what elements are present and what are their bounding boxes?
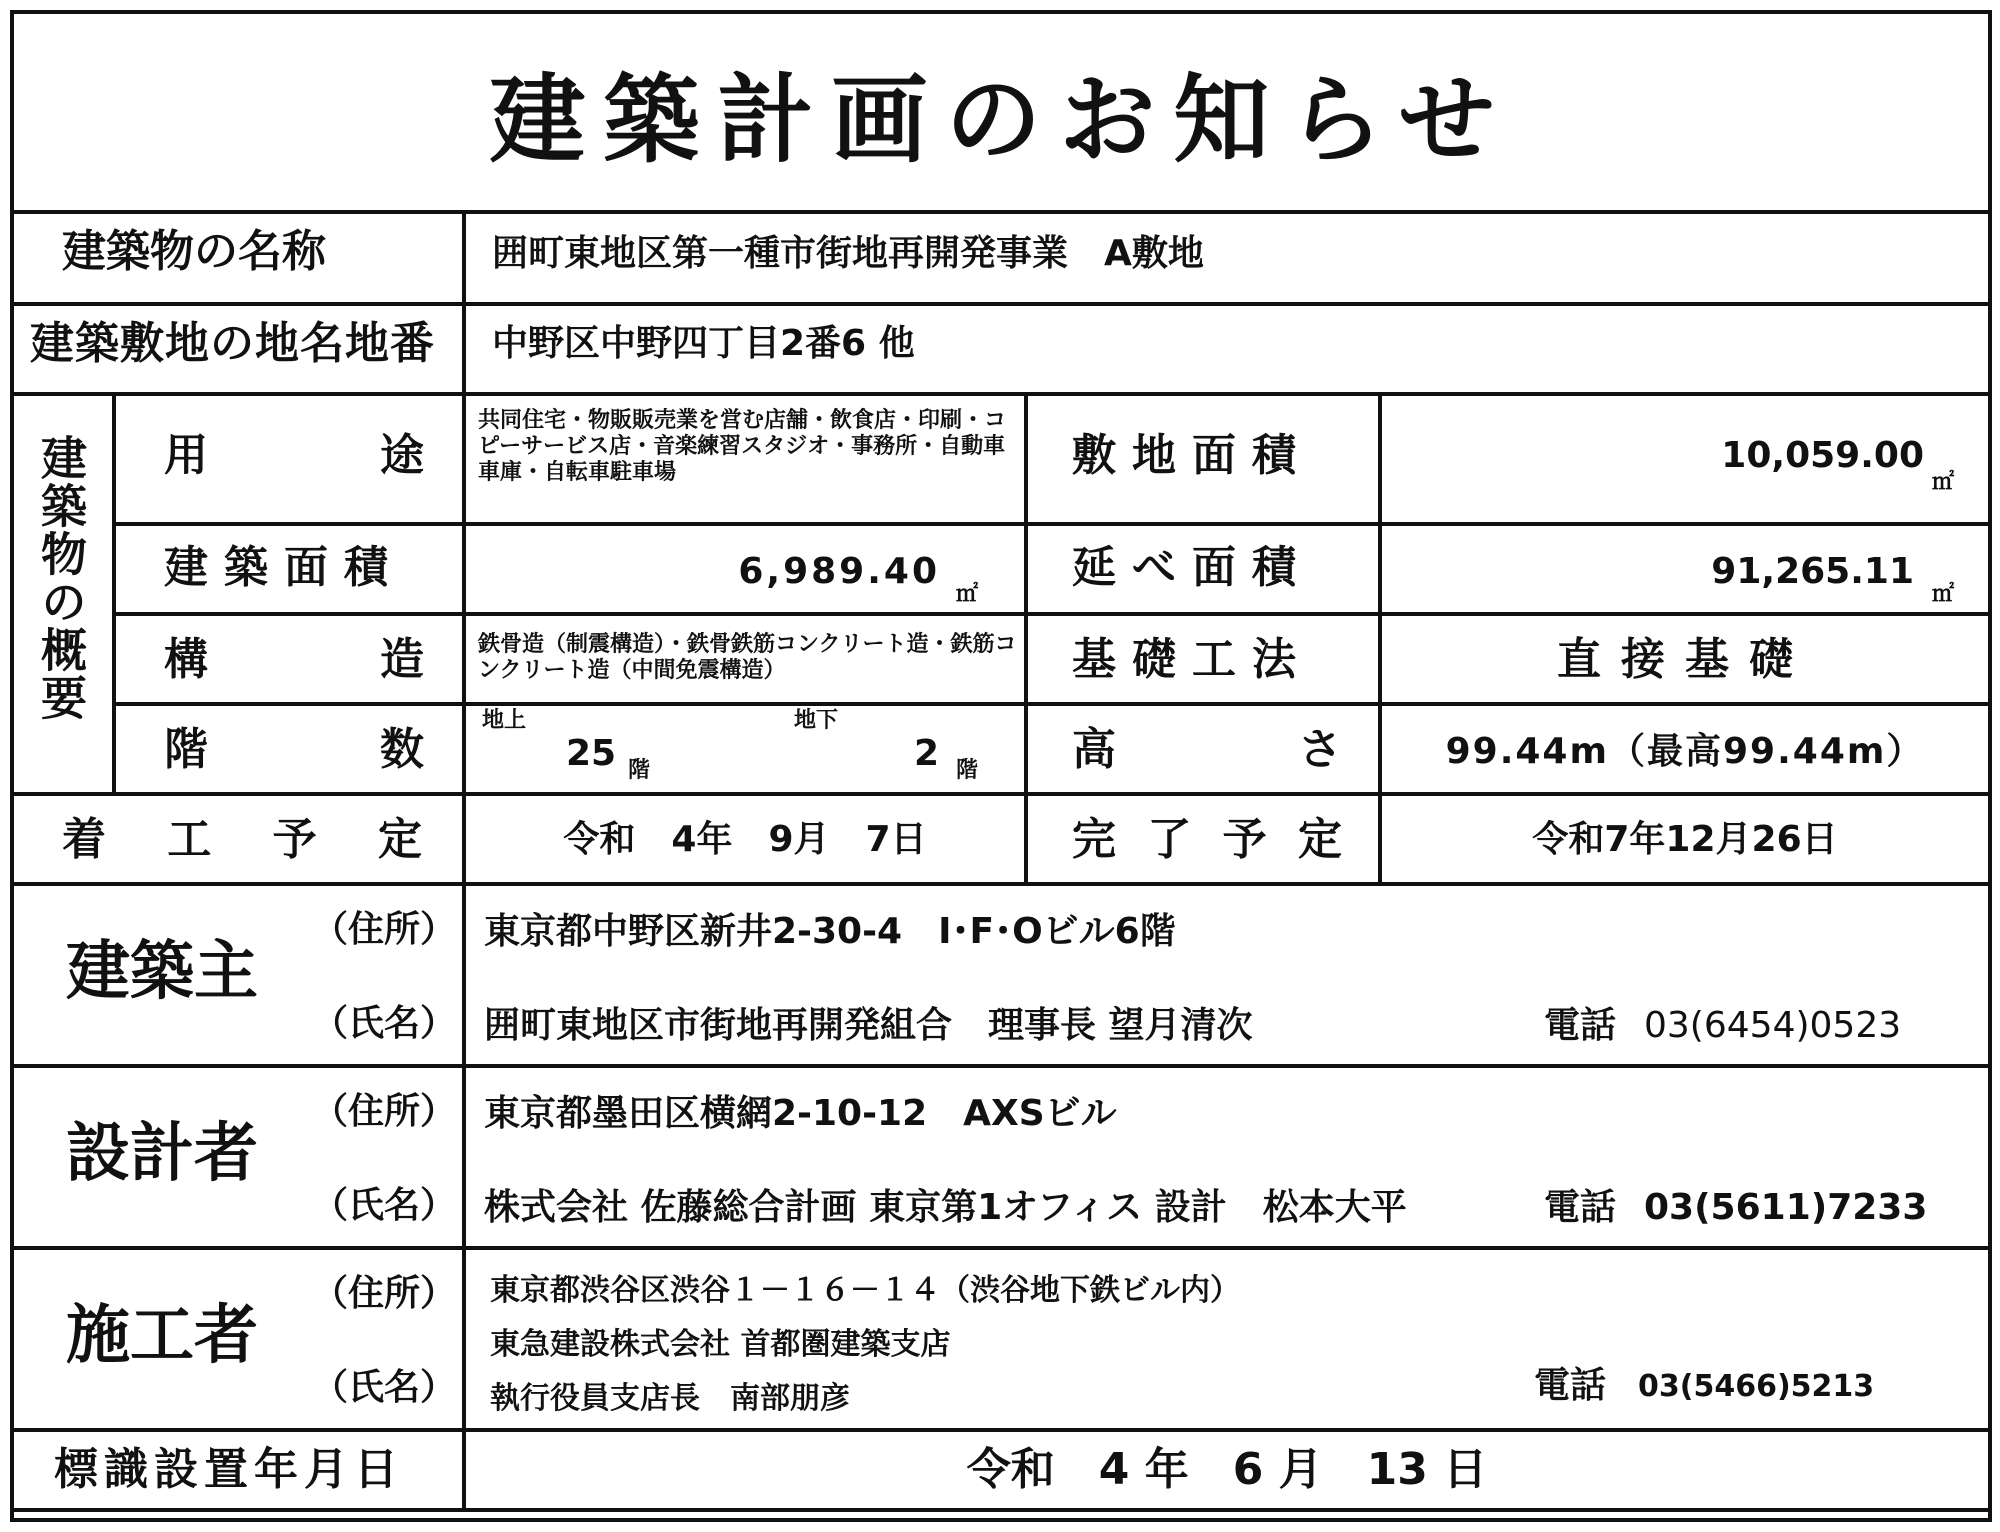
divider (112, 702, 1988, 706)
building-name-label: 建築物の名称 (62, 226, 326, 277)
use-value: 共同住宅・物販販売業を営む店舗・飲食店・印刷・コピーサービス店・音楽練習スタジオ・事務所・自動車車庫・自転車駐車場 (478, 408, 1007, 485)
owner-address-value: 東京都中野区新井2-30-4 I･F･Oビル6階 (484, 911, 1176, 952)
below-ground-value: 2 (914, 733, 940, 774)
above-ground-value: 25 (566, 733, 617, 774)
building-area-label: 建築面積 (164, 542, 404, 593)
builder-phone-label: 電話 (1534, 1365, 1607, 1406)
designer-name-tag: （氏名） (312, 1185, 457, 1226)
use-label: 用 途 (164, 430, 424, 481)
above-floor-unit: 階 (628, 758, 651, 783)
site-area-value: 10,059.00 (1721, 435, 1924, 476)
divider (14, 302, 1988, 306)
completion-date-label: 完 了 予 定 (1072, 814, 1342, 865)
divider (1024, 392, 1028, 882)
owner-label: 建築主 (66, 935, 258, 1009)
designer-label: 設計者 (66, 1117, 258, 1191)
divider (14, 792, 1988, 796)
owner-name-tag: （氏名） (312, 1003, 457, 1044)
builder-name-tag: （氏名） (312, 1367, 457, 1408)
divider (14, 1064, 1988, 1068)
owner-address-tag: （住所） (312, 909, 457, 950)
owner-name-value: 囲町東地区市街地再開発組合 理事長 望月清次 (484, 1005, 1253, 1046)
builder-address-tag: （住所） (312, 1273, 457, 1314)
designer-name-value: 株式会社 佐藤総合計画 東京第1オフィス 設計 松本大平 (484, 1187, 1407, 1228)
start-date-label: 着 工 予 定 (62, 814, 422, 865)
foundation-value: 直接基礎 (1557, 634, 1813, 685)
owner-phone-value: 03(6454)0523 (1644, 1005, 1902, 1046)
owner-phone-label: 電話 (1544, 1005, 1617, 1046)
site-area-label: 敷地面積 (1072, 430, 1312, 481)
structure-label: 構 造 (164, 634, 424, 685)
site-address-value: 中野区中野四丁目2番6 他 (492, 323, 915, 364)
completion-date-value: 令和7年12月26日 (1532, 819, 1838, 860)
total-floor-area-label: 延べ面積 (1072, 542, 1312, 593)
divider (14, 1246, 1988, 1250)
divider (112, 522, 1988, 526)
designer-address-value: 東京都墨田区横網2-10-12 AXSビル (484, 1093, 1117, 1134)
builder-address-value: 東京都渋谷区渋谷１－１６－１４（渋谷地下鉄ビル内） (490, 1273, 1240, 1308)
divider (112, 392, 116, 792)
divider (462, 212, 466, 1508)
below-ground-label: 地下 (794, 708, 839, 733)
site-address-label: 建築敷地の地名地番 (30, 318, 435, 369)
below-floor-unit: 階 (956, 758, 979, 783)
building-area-value: 6,989.40 (738, 551, 940, 592)
builder-name-value: 東急建設株式会社 首都圏建築支店 (490, 1327, 951, 1362)
site-area-unit: ㎡ (1932, 470, 1955, 495)
divider (112, 612, 1988, 616)
height-label: 高 さ (1072, 724, 1342, 775)
builder-representative-value: 執行役員支店長 南部朋彦 (490, 1381, 850, 1416)
total-floor-area-value: 91,265.11 (1711, 551, 1914, 592)
floors-label: 階 数 (164, 724, 424, 775)
posted-date-label: 標識設置年月日 (54, 1444, 404, 1495)
divider (1378, 392, 1382, 882)
start-date-value: 令和 4年 9月 7日 (563, 819, 927, 860)
above-ground-label: 地上 (482, 708, 527, 733)
total-floor-area-unit: ㎡ (1932, 582, 1955, 607)
designer-phone-value: 03(5611)7233 (1644, 1187, 1928, 1228)
building-area-unit: ㎡ (956, 582, 979, 607)
designer-phone-label: 電話 (1544, 1187, 1617, 1228)
building-name-value: 囲町東地区第一種市街地再開発事業 A敷地 (492, 233, 1204, 274)
page-title: 建築計画のお知らせ (14, 14, 1988, 214)
divider (14, 392, 1988, 396)
structure-value: 鉄骨造（制震構造）・鉄骨鉄筋コンクリート造・鉄筋コンクリート造（中間免震構造） (478, 632, 1017, 683)
height-value: 99.44m（最高99.44m） (1445, 731, 1925, 772)
posted-date-value: 令和 4 年 6 月 13 日 (966, 1444, 1488, 1495)
builder-label: 施工者 (66, 1299, 258, 1373)
divider (14, 882, 1988, 886)
overview-label: 建築物の概要 (34, 434, 88, 722)
divider (14, 1508, 1988, 1512)
notice-board (10, 10, 1992, 1522)
divider (14, 1428, 1988, 1432)
foundation-label: 基礎工法 (1072, 634, 1312, 685)
builder-phone-value: 03(5466)5213 (1638, 1369, 1875, 1404)
designer-address-tag: （住所） (312, 1091, 457, 1132)
